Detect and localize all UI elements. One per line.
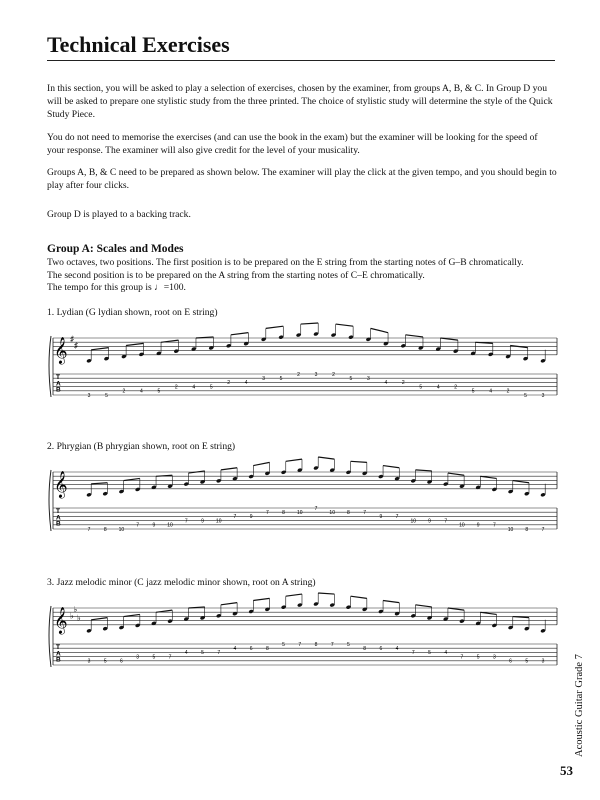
tab-fret-number: 3 (541, 392, 545, 399)
tempo-value: =100. (163, 282, 186, 293)
tab-fret-number: 5 (157, 388, 161, 395)
beam (448, 608, 464, 610)
exercise-1-title: 1. Lydian (G lydian shown, root on E string) (47, 307, 218, 318)
tab-fret-number: 4 (192, 384, 196, 391)
tab-fret-number: 5 (282, 641, 285, 648)
tab-fret-number: 7 (460, 654, 464, 661)
tab-fret-number: 10 (410, 518, 417, 525)
intro-paragraph-2: You do not need to memorise the exercises (and can use the book in the exam) but the examiner will be looking for the speed of your response. The examiner will also give credit for the level of your musicality. (47, 132, 538, 156)
flat-icon: ♭ (77, 613, 81, 623)
tab-fret-number: 7 (444, 518, 448, 525)
beam (318, 593, 334, 594)
exercise-2-notation (45, 462, 560, 542)
tab-fret-number: 8 (525, 526, 529, 533)
tab-fret-number: 10 (167, 522, 173, 529)
system-bracket (49, 470, 51, 531)
tab-fret-number: 6 (249, 646, 253, 652)
intro-paragraph-4: Group D is played to a backing track. (47, 209, 191, 220)
intro-paragraph-1: In this section, you will be asked to play a selection of exercises, chosen by the examiner, from groups A, B, & C. In Group D you will be asked to prepare one stylistic study from the three printed. The choice of stylistic study will determine the style of the Quick Study Piece. (47, 83, 553, 120)
tab-fret-number: 5 (209, 384, 213, 391)
tab-fret-number: 10 (329, 510, 335, 516)
tab-fret-number: 5 (428, 650, 431, 657)
group-a-tempo (47, 282, 557, 295)
tab-fret-number: 7 (217, 650, 221, 657)
tab-fret-number: 9 (379, 514, 383, 521)
tab-fret-number: 4 (489, 388, 493, 395)
tab-fret-number: 7 (330, 641, 334, 648)
tab-fret-number: 7 (298, 641, 302, 648)
tab-fret-number: 7 (395, 514, 399, 521)
tab-fret-number: 5 (347, 641, 350, 648)
flat-icon: ♭ (70, 611, 74, 621)
tab-fret-number: 9 (201, 518, 204, 525)
tab-fret-number: 3 (262, 376, 266, 382)
tab-fret-number: 3 (541, 658, 545, 665)
beam (383, 601, 399, 603)
exercise-1-notation (45, 328, 560, 408)
beam (415, 605, 431, 607)
group-a-heading: Group A: Scales and Modes (47, 243, 184, 255)
beam (266, 326, 283, 328)
tab-fret-number: 5 (349, 376, 353, 382)
tab-fret-number: 2 (454, 384, 458, 391)
tab-fret-number: 7 (168, 654, 172, 661)
tab-fret-number: 4 (184, 650, 188, 657)
beam (336, 324, 353, 326)
tab-fret-number: 5 (105, 392, 108, 399)
tab-fret-number: 7 (411, 650, 415, 657)
tab-label-a: A (56, 514, 61, 522)
tab-fret-number: 5 (419, 384, 423, 391)
tab-fret-number: 5 (279, 376, 283, 382)
tab-fret-number: 2 (174, 384, 178, 391)
tab-fret-number: 4 (395, 646, 399, 652)
book-title-side-label: Acoustic Guitar Grade 7 (574, 654, 585, 757)
tab-fret-number: 8 (103, 526, 107, 533)
beam (253, 598, 269, 600)
tab-fret-number: 8 (282, 510, 285, 516)
tab-fret-number: 7 (314, 505, 318, 512)
sharp-icon: ♯ (74, 340, 78, 350)
tab-label-t: T (56, 644, 60, 651)
tab-fret-number: 5 (524, 392, 527, 399)
page-title: Technical Exercises (47, 32, 230, 57)
tab-fret-number: 8 (347, 510, 350, 516)
beam (286, 594, 302, 596)
system-bracket (49, 336, 51, 397)
tab-fret-number: 7 (136, 522, 140, 529)
treble-clef-icon: 𝄞 (54, 337, 68, 364)
beam (231, 333, 248, 335)
tab-fret-number: 3 (87, 392, 91, 399)
tab-fret-number: 5 (103, 658, 107, 665)
tab-fret-number: 6 (509, 658, 512, 665)
tab-fret-number: 7 (541, 526, 545, 533)
tab-fret-number: 2 (297, 371, 300, 378)
title-rule (47, 60, 555, 61)
tab-fret-number: 5 (152, 654, 156, 661)
tab-fret-number: 8 (363, 646, 367, 652)
tab-fret-number: 4 (244, 380, 248, 387)
tab-fret-number: 2 (506, 388, 510, 395)
tab-fret-number: 10 (215, 518, 222, 525)
beam (371, 328, 388, 332)
tab-fret-number: 4 (436, 384, 440, 391)
tab-fret-number: 8 (314, 641, 318, 648)
tab-fret-number: 2 (401, 380, 405, 387)
tab-fret-number: 3 (87, 658, 91, 665)
group-a-section (47, 242, 557, 295)
tab-label-a: A (56, 380, 61, 388)
tab-fret-number: 9 (428, 518, 431, 525)
tab-fret-number: 6 (120, 658, 123, 665)
beam (301, 323, 318, 324)
tab-fret-number: 2 (122, 388, 126, 395)
beam (383, 466, 399, 468)
tab-fret-number: 3 (366, 376, 370, 382)
tab-fret-number: 7 (492, 522, 496, 529)
tab-fret-number: 4 (444, 650, 448, 657)
tab-fret-number: 4 (139, 388, 143, 395)
tab-fret-number: 10 (118, 526, 125, 533)
beam (221, 603, 237, 605)
tab-fret-number: 7 (184, 518, 188, 525)
exercise-3-title: 3. Jazz melodic minor (C jazz melodic minor shown, root on A string) (47, 577, 316, 588)
quarter-note-icon: ♩ (154, 282, 164, 293)
tab-fret-number: 10 (459, 522, 465, 529)
tab-fret-number: 7 (87, 526, 91, 533)
tab-label-b: B (56, 520, 61, 528)
tab-fret-number: 8 (265, 646, 269, 652)
beam (126, 343, 143, 345)
group-a-line-2: The second position is to be prepared on the A string from the starting notes of C–E chromatically. (47, 269, 425, 281)
tab-fret-number: 4 (384, 380, 388, 387)
tab-fret-number: 10 (297, 510, 303, 516)
beam (286, 459, 302, 461)
sharp-icon: ♯ (70, 334, 74, 344)
flat-icon: ♭ (73, 605, 78, 615)
group-a-line-1: Two octaves, two positions. The first position is to be prepared on the E string from the starting notes of G–B chromatically. (47, 257, 524, 268)
tab-fret-number: 9 (249, 514, 253, 521)
tab-fret-number: 5 (201, 650, 204, 657)
system-bracket (49, 606, 51, 667)
page-number: 53 (560, 763, 573, 778)
beam (253, 462, 269, 465)
intro-paragraph-3: Groups A, B, & C need to be prepared as shown below. The examiner will play the click at the given tempo, and you should begin to play after four clicks. (47, 167, 557, 191)
beam (480, 612, 496, 614)
beam (448, 473, 464, 475)
treble-clef-icon: 𝄞 (54, 471, 68, 498)
tab-label-b: B (56, 656, 61, 664)
tab-fret-number: 4 (233, 646, 237, 652)
beam (91, 348, 108, 350)
tempo-prefix: The tempo for this group is (47, 282, 155, 293)
tab-fret-number: 7 (233, 514, 237, 521)
beam (513, 617, 529, 618)
beam (480, 476, 496, 478)
tab-fret-number: 2 (227, 380, 231, 387)
tab-fret-number: 7 (363, 510, 367, 516)
exercise-2-title: 2. Phrygian (B phrygian shown, root on E string) (47, 441, 236, 452)
beam (440, 338, 457, 340)
tab-fret-number: 10 (507, 526, 514, 533)
tab-fret-number: 3 (314, 371, 318, 378)
tab-label-t: T (56, 508, 60, 515)
beam (513, 481, 529, 483)
beam (351, 461, 367, 462)
tab-label-a: A (56, 650, 61, 658)
tab-fret-number: 9 (152, 522, 156, 529)
tab-fret-number: 7 (265, 510, 269, 516)
beam (221, 468, 237, 470)
tab-fret-number: 5 (471, 388, 475, 395)
tab-fret-number: 3 (492, 654, 496, 661)
beam (406, 335, 423, 337)
treble-clef-icon: 𝄞 (54, 607, 68, 634)
beam (318, 457, 334, 459)
tab-fret-number: 3 (136, 654, 140, 661)
beam (415, 470, 431, 471)
tab-label-b: B (56, 386, 61, 394)
beam (91, 483, 107, 484)
exercise-3-notation (45, 598, 560, 678)
tab-fret-number: 5 (525, 658, 529, 665)
beam (351, 596, 367, 598)
tab-fret-number: 2 (332, 371, 335, 378)
tab-fret-number: 9 (476, 522, 480, 529)
beam (91, 618, 107, 620)
tab-fret-number: 6 (379, 646, 383, 652)
tab-fret-number: 5 (476, 654, 480, 661)
tab-label-t: T (56, 374, 60, 381)
